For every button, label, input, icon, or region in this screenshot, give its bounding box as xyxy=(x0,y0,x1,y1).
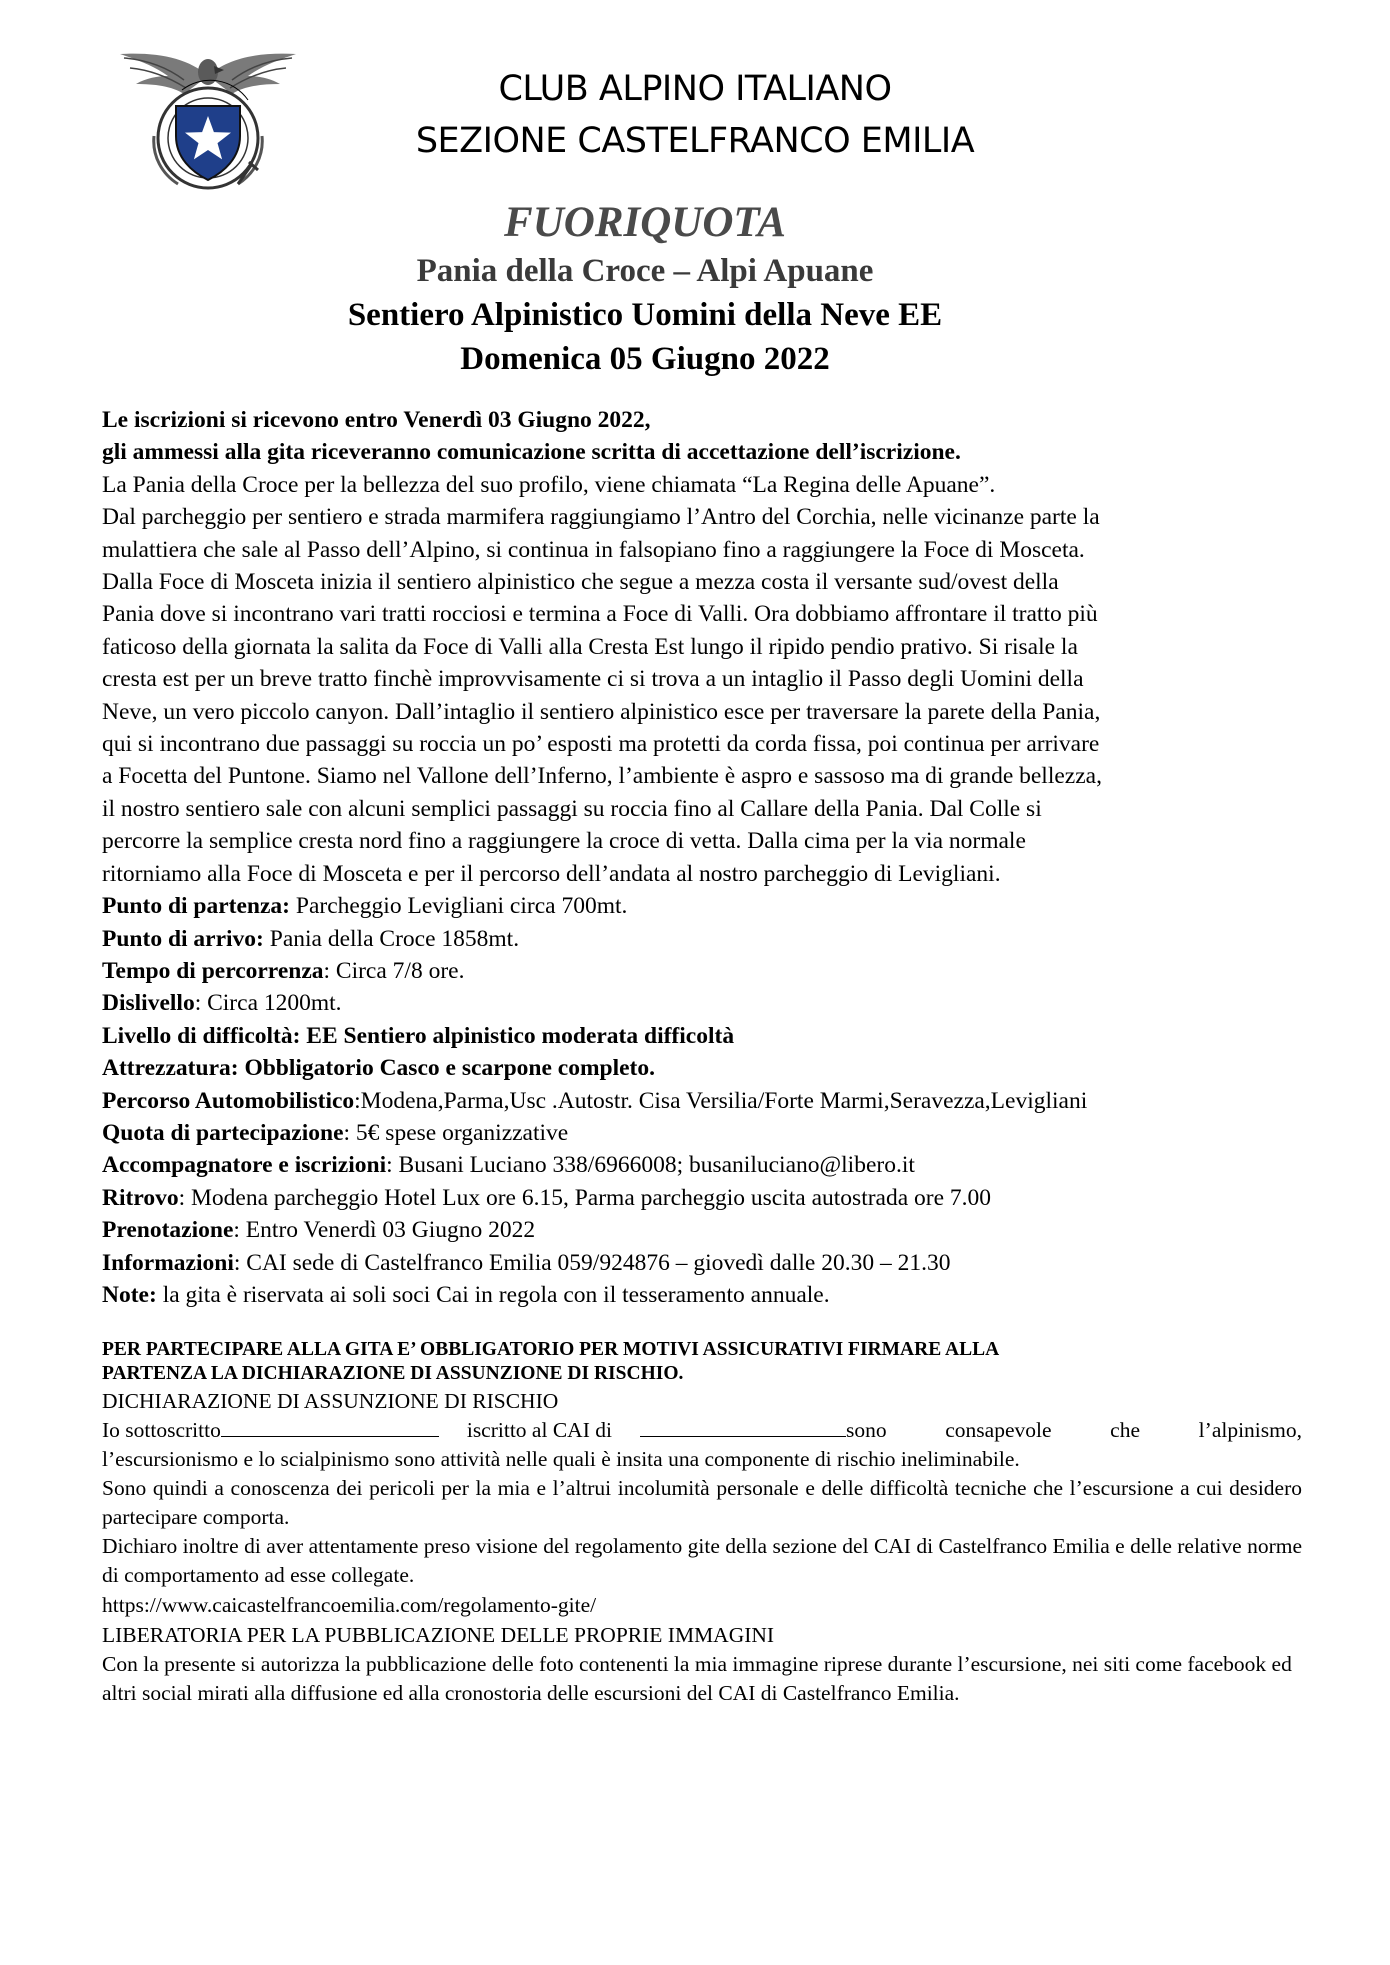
risk-text-2: Sono quindi a conoscenza dei pericoli per la mia e l’altrui incolumità personale e delle difficoltà tecniche che l’escursione a cui desidero partecipare comporta. xyxy=(102,1476,1302,1529)
event-label: FUORIQUOTA xyxy=(504,199,786,246)
image-release-title: LIBERATORIA PER LA PUBBLICAZIONE DELLE PROPRIE IMMAGINI xyxy=(102,1623,775,1647)
detail-label: Quota di partecipazione xyxy=(102,1119,344,1146)
detail-value: Parcheggio Levigliani circa 700mt. xyxy=(290,893,628,920)
description-line: il nostro sentiero sale con alcuni semplici passaggi su roccia fino al Callare della Pania. Dal Colle si xyxy=(102,795,1042,822)
image-release-text: Con la presente si autorizza la pubblicazione delle foto contenenti la mia immagine riprese durante l’escursione, nei siti come facebook ed altri social mirati alla diffusione ed alla cronostoria delle escursioni del CAI di Castelfranco Emilia. xyxy=(102,1652,1292,1705)
detail-value: la gita è riservata ai soli soci Cai in regola con il tesseramento annuale. xyxy=(156,1281,830,1308)
detail-label: Punto di partenza: xyxy=(102,893,290,920)
detail-label: Punto di arrivo: xyxy=(102,925,264,952)
description-line: percorre la semplice cresta nord fino a raggiungere la croce di vetta. Dalla cima per la via normale xyxy=(102,828,1026,855)
detail-label: Note: xyxy=(102,1281,157,1308)
description-line: Pania dove si incontrano vari tratti rocciosi e termina a Foce di Valli. Ora dobbiamo affrontare il tratto più xyxy=(102,601,1098,628)
detail-value: : Modena parcheggio Hotel Lux ore 6.15, Parma parcheggio uscita autostrada ore 7.00 xyxy=(178,1184,992,1211)
detail-value: : EE Sentiero alpinistico moderata difficoltà xyxy=(292,1022,735,1049)
sign-text-3: sono consapevole che l’alpinismo, xyxy=(845,1418,1302,1442)
detail-partenza xyxy=(102,890,1302,922)
detail-value: : Circa 1200mt. xyxy=(194,990,342,1017)
detail-value: : CAI sede di Castelfranco Emilia 059/924876 – giovedì dalle 20.30 – 21.30 xyxy=(233,1249,951,1276)
risk-text-3: Dichiaro inoltre di aver attentamente preso visione del regolamento gite della sezione del CAI di Castelfranco Emilia e delle relative norme di comportamento ad esse collegate. xyxy=(102,1534,1302,1587)
description-line: a Focetta del Puntone. Siamo nel Vallone dell’Inferno, l’ambiente è aspro e sassoso ma di grande bellezza, xyxy=(102,763,1102,790)
description-line: cresta est per un breve tratto finchè improvvisamente ci si trova a un intaglio il Passo degli Uomini della xyxy=(102,666,1084,693)
detail-label: Informazioni xyxy=(102,1249,234,1276)
description-line: mulattiera che sale al Passo dell’Alpino, si continua in falsopiano fino a raggiungere la Foce di Mosceta. xyxy=(102,536,1085,563)
event-route: Sentiero Alpinistico Uomini della Neve EE xyxy=(347,297,943,333)
signature-row xyxy=(102,1416,1302,1445)
risk-text-1: l’escursionismo e lo scialpinismo sono attività nelle quali è insita una componente di rischio ineliminabile. xyxy=(102,1447,1020,1471)
event-date: Domenica 05 Giugno 2022 xyxy=(460,341,830,377)
club-name: CLUB ALPINO ITALIANO xyxy=(498,69,892,109)
insurance-warning-line2: PARTENZA LA DICHIARAZIONE DI ASSUNZIONE DI RISCHIO. xyxy=(102,1363,684,1384)
acceptance-notice: gli ammessi alla gita riceveranno comunicazione scritta di accettazione dell’iscrizione. xyxy=(102,439,961,466)
registration-deadline: Le iscrizioni si ricevono entro Venerdì 03 Giugno 2022, xyxy=(102,407,651,433)
description-line: Dalla Foce di Mosceta inizia il sentiero alpinistico che segue a mezza costa il versante sud/ovest della xyxy=(102,569,1059,596)
detail-value: : Obbligatorio Casco e scarpone completo. xyxy=(230,1055,656,1082)
regulations-link[interactable]: https://www.caicastelfrancoemilia.com/regolamento-gite/ xyxy=(102,1593,597,1617)
sign-text-3-wrap xyxy=(846,1416,1302,1445)
detail-label: Prenotazione xyxy=(102,1217,234,1244)
detail-label: Livello di difficoltà xyxy=(102,1022,293,1049)
description-line: Dal parcheggio per sentiero e strada marmifera raggiungiamo l’Antro del Corchia, nelle vicinanze parte la xyxy=(102,504,1100,531)
detail-prenotazione xyxy=(102,1214,1302,1246)
description-line: qui si incontrano due passaggi su roccia un po’ esposti ma protetti da corda fissa, poi continua per arrivare xyxy=(102,731,1100,758)
detail-label: Attrezzatura xyxy=(102,1055,231,1082)
detail-value: : 5€ spese organizzative xyxy=(343,1119,569,1146)
detail-label: Tempo di percorrenza xyxy=(102,957,324,984)
detail-value: : Circa 7/8 ore. xyxy=(323,957,465,984)
section-name: SEZIONE CASTELFRANCO EMILIA xyxy=(415,121,975,161)
detail-livello xyxy=(102,1020,1302,1052)
cai-logo xyxy=(118,46,298,194)
risk-declaration-title: DICHIARAZIONE DI ASSUNZIONE DI RISCHIO xyxy=(102,1389,559,1413)
description-line: Neve, un vero piccolo canyon. Dall’intaglio il sentiero alpinistico esce per traversare la parete della Pania, xyxy=(102,698,1101,725)
detail-value: : Entro Venerdì 03 Giugno 2022 xyxy=(233,1217,536,1244)
event-location: Pania della Croce – Alpi Apuane xyxy=(416,253,874,289)
cai-section-blank-field[interactable] xyxy=(640,1418,846,1437)
detail-informazioni xyxy=(102,1247,1302,1279)
detail-percorso xyxy=(102,1085,1302,1117)
detail-dislivello xyxy=(102,987,1302,1019)
detail-attrezzatura xyxy=(102,1052,1302,1084)
detail-arrivo xyxy=(102,923,1302,955)
detail-ritrovo xyxy=(102,1182,1302,1214)
detail-value: Pania della Croce 1858mt. xyxy=(263,925,520,952)
description-line: ritorniamo alla Foce di Mosceta e per il percorso dell’andata al nostro parcheggio di Levigliani. xyxy=(102,860,1001,887)
name-blank-field[interactable] xyxy=(221,1418,439,1437)
detail-value: :Modena,Parma,Usc .Autostr. Cisa Versilia/Forte Marmi,Seravezza,Levigliani xyxy=(354,1087,1088,1114)
description-line: faticoso della giornata la salita da Foce di Valli alla Cresta Est lungo il ripido pendio prativo. Si risale la xyxy=(102,633,1078,660)
insurance-warning-line1: PER PARTECIPARE ALLA GITA E’ OBBLIGATORIO PER MOTIVI ASSICURATIVI FIRMARE ALLA xyxy=(102,1339,1000,1360)
event-body xyxy=(102,404,1302,1311)
detail-label: Accompagnatore e iscrizioni xyxy=(102,1152,387,1179)
detail-tempo xyxy=(102,955,1302,987)
detail-label: Ritrovo xyxy=(102,1184,179,1211)
detail-label: Percorso Automobilistico xyxy=(102,1087,355,1114)
detail-note xyxy=(102,1279,1302,1311)
detail-label: Dislivello xyxy=(102,990,195,1017)
detail-value: : Busani Luciano 338/6966008; busaniluciano@libero.it xyxy=(386,1152,915,1179)
sign-text-1: Io sottoscritto xyxy=(102,1418,221,1442)
detail-accompagnatore xyxy=(102,1149,1302,1181)
description-line: La Pania della Croce per la bellezza del suo profilo, viene chiamata “La Regina delle Apuane”. xyxy=(102,471,996,498)
detail-quota xyxy=(102,1117,1302,1149)
sign-text-2: iscritto al CAI di xyxy=(466,1418,612,1442)
legal-section xyxy=(102,1338,1302,1708)
